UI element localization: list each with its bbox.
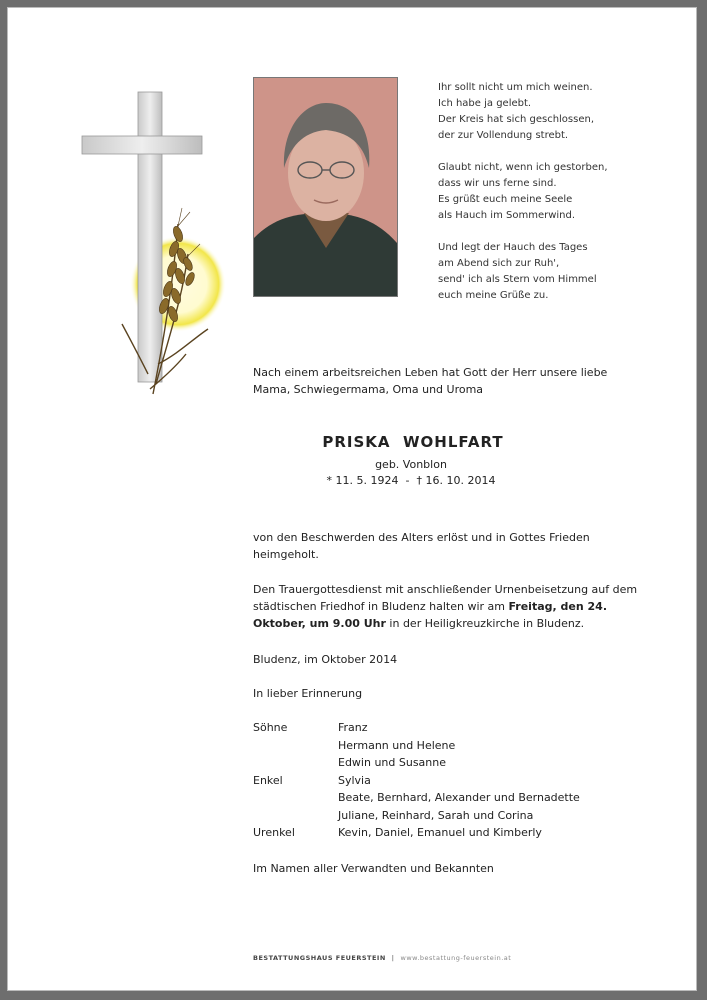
poem — [438, 80, 608, 320]
poem-line: am Abend sich zur Ruh', — [438, 258, 560, 269]
poem-line: Und legt der Hauch des Tages — [438, 242, 588, 253]
footer-separator: | — [391, 954, 395, 962]
cross-vertical — [138, 92, 162, 382]
family-group — [253, 772, 580, 825]
poem-line: Es grüßt euch meine Seele — [438, 194, 573, 205]
poem-line: der zur Vollendung strebt. — [438, 130, 569, 141]
memory-text: In lieber Erinnerung — [253, 687, 363, 700]
portrait-photo — [253, 77, 398, 297]
family-label: Urenkel — [253, 826, 295, 839]
footer-url: www.bestattung-feuerstein.at — [400, 954, 512, 962]
portrait-person-icon — [254, 78, 397, 296]
family-list — [253, 719, 580, 842]
family-member: Edwin und Susanne — [338, 756, 447, 769]
released-text: von den Beschwerden des Alters erlöst und in Gottes Frieden heimgeholt. — [253, 531, 590, 561]
family-member: Kevin, Daniel, Emanuel und Kimberly — [338, 826, 542, 839]
poem-line: Der Kreis hat sich geschlossen, — [438, 114, 595, 125]
poem-line: Glaubt nicht, wenn ich gestorben, — [438, 162, 608, 173]
family-member: Beate, Bernhard, Alexander und Bernadette — [338, 791, 580, 804]
birth-name: geb. Vonblon — [375, 458, 447, 471]
poem-stanza — [438, 80, 608, 144]
poem-stanza — [438, 240, 608, 304]
family-member: Juliane, Reinhard, Sarah und Corina — [338, 808, 534, 822]
family-group — [253, 719, 580, 772]
footer-brand: BESTATTUNGSHAUS FEUERSTEIN — [253, 954, 386, 962]
service-date-time: Freitag, den 24. Oktober, um 9.00 Uhr — [253, 600, 607, 630]
poem-line: Ich habe ja gelebt. — [438, 98, 532, 109]
service-text-after: in der Heiligkreuzkirche in Bludenz. — [385, 617, 585, 630]
poem-stanza — [438, 160, 608, 224]
closing-text: Im Namen aller Verwandten und Bekannten — [253, 862, 494, 875]
place-date: Bludenz, im Oktober 2014 — [253, 653, 398, 666]
service-text-before: Den Trauergottesdienst mit anschließender Urnenbeisetzung auf dem städtischen Friedhof in Bludenz halten wir am — [253, 583, 638, 613]
life-dates: * 11. 5. 1924 - † 16. 10. 2014 — [326, 474, 496, 487]
family-label: Söhne — [253, 721, 288, 734]
family-member: Sylvia — [338, 773, 371, 787]
family-label: Enkel — [253, 773, 283, 787]
poem-line: euch meine Grüße zu. — [438, 290, 549, 301]
family-group — [253, 824, 580, 842]
poem-line: Ihr sollt nicht um mich weinen. — [438, 82, 593, 93]
poem-line: dass wir uns ferne sind. — [438, 178, 557, 189]
deceased-name: PRISKA WOHLFART — [322, 433, 504, 451]
poem-line: send' ich als Stern vom Himmel — [438, 274, 597, 285]
poem-line: als Hauch im Sommerwind. — [438, 210, 576, 221]
intro-text: Nach einem arbeitsreichen Leben hat Gott der Herr unsere liebe Mama, Schwiegermama, Oma und Uroma — [253, 366, 608, 396]
cross-horizontal — [82, 136, 202, 154]
obituary-page — [7, 7, 697, 991]
footer — [253, 954, 511, 962]
cross-wheat-illustration — [78, 84, 258, 404]
family-member: Franz — [338, 721, 368, 734]
family-member: Hermann und Helene — [338, 738, 456, 752]
service-text — [253, 581, 643, 632]
